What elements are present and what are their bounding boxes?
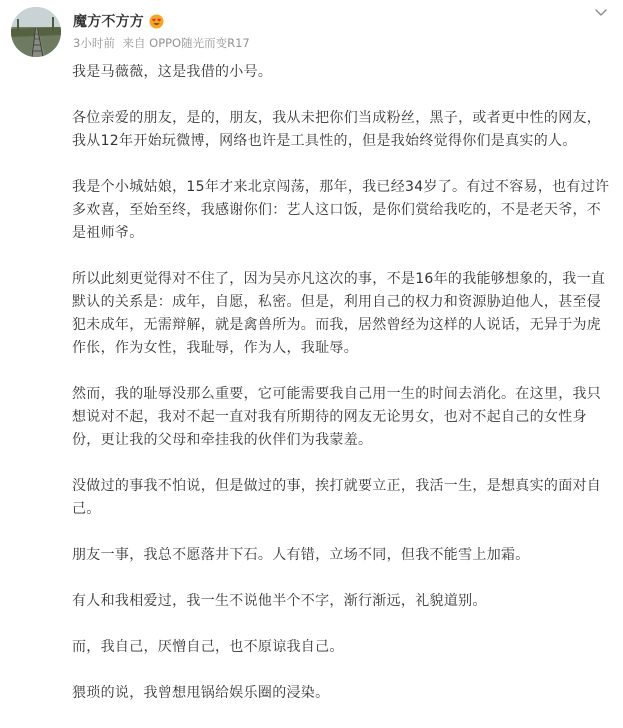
railway-track-avatar-icon — [11, 7, 61, 57]
post-paragraph: 我是个小城姑娘，15年才来北京闯荡，那年，我已经34岁了。有过不容易，也有过许多欢喜，至始至终，我感谢你们：艺人这口饭，是你们赏给我吃的，不是老天爷，不是祖师爷。 — [72, 179, 610, 241]
post-paragraph: 没做过的事我不怕说，但是做过的事，挨打就要立正，我活一生，是想真实的面对自己。 — [72, 478, 602, 517]
post-paragraph: 猥琐的说，我曾想甩锅给娱乐圈的浸染。 — [72, 685, 330, 701]
post-paragraph: 而，我自己，厌憎自己，也不原谅我自己。 — [72, 639, 344, 655]
post-paragraph: 所以此刻更觉得对不住了，因为吴亦凡这次的事，不是16年的我能够想象的，我一直默认的关系是：成年，自愿，私密。但是，利用自己的权力和资源胁迫他人，甚至侵犯未成年，无需辩解，就是禽兽所为。而我，居然曾经为这样的人说话，无异于为虎作伥，作为女性，我耻辱，作为人，我耻辱。 — [72, 271, 606, 356]
post-paragraph: 朋友一事，我总不愿落井下石。人有错，立场不同，但我不能雪上加霜。 — [72, 547, 530, 563]
post-paragraph: 有人和我相爱过，我一生不说他半个不字，渐行渐远，礼貌道别。 — [72, 593, 487, 609]
avatar[interactable] — [11, 7, 61, 57]
heart-eyes-emoji-icon — [149, 14, 164, 29]
post-header — [73, 10, 583, 51]
username[interactable]: 魔方不方方 — [73, 14, 144, 30]
post-paragraph: 我是马薇薇，这是我借的小号。 — [72, 64, 273, 80]
post-paragraph: 然而，我的耻辱没那么重要，它可能需要我自己用一生的时间去消化。在这里，我只想说对不起，我对不起一直对我有所期待的网友无论男女，也对不起自己的女性身份，更让我的父母和牵挂我的伙伴们为我蒙羞。 — [72, 386, 602, 448]
post-meta — [73, 35, 583, 51]
name-row — [73, 10, 583, 32]
post-paragraph: 各位亲爱的朋友，是的，朋友，我从未把你们当成粉丝，黑子，或者更中性的网友，我从12年开始玩微博，网络也许是工具性的，但是我始终觉得你们是真实的人。 — [72, 110, 602, 149]
post-time[interactable]: 3小时前 — [73, 36, 115, 50]
post-content — [72, 61, 610, 728]
post-source: 来自 OPPO随光而变R17 — [122, 36, 250, 50]
chevron-down-icon[interactable] — [593, 4, 609, 20]
